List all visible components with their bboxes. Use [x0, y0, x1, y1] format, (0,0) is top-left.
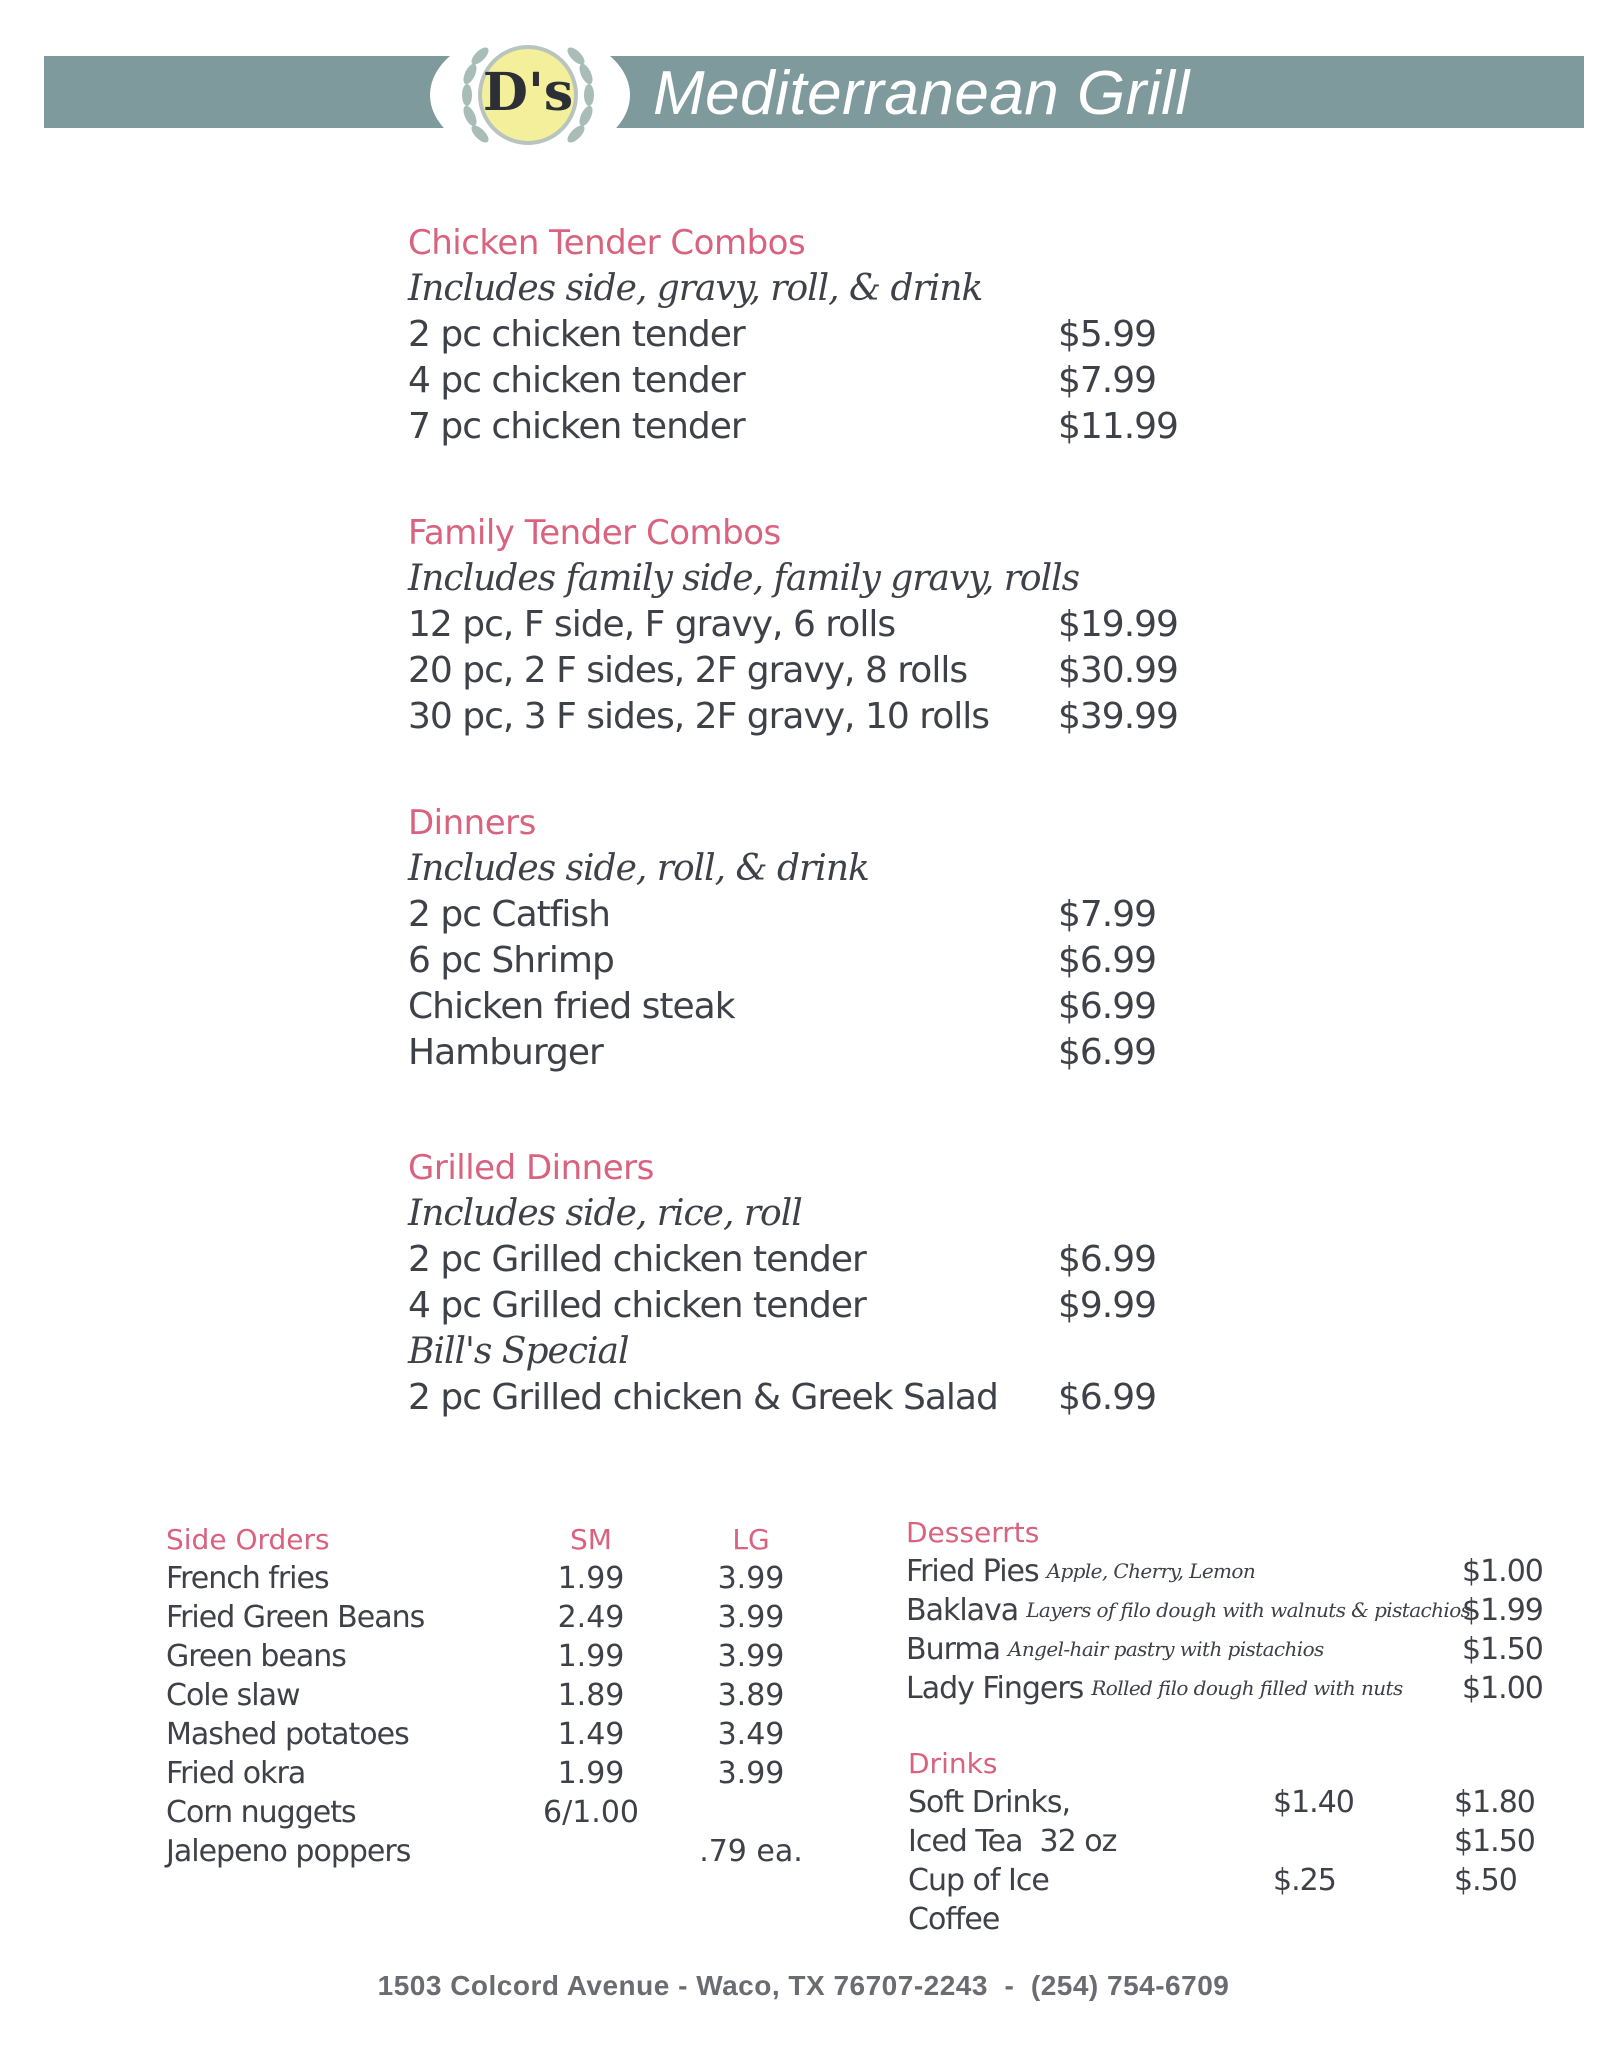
side-sm: 1.49 [557, 1717, 625, 1752]
side-row [166, 1832, 826, 1871]
menu-item [408, 694, 1208, 740]
drink-name: Coffee [908, 1902, 1000, 1937]
item-name: 2 pc Catfish [408, 894, 610, 935]
dessert-row [906, 1630, 1546, 1669]
drink-name: Soft Drinks, [908, 1785, 1071, 1820]
side-name: French fries [166, 1561, 329, 1596]
desserts-section [906, 1514, 1546, 1708]
section-note: Includes family side, family gravy, rolls [408, 558, 1080, 599]
drink-price-large: $1.80 [1454, 1785, 1535, 1820]
side-sm: 1.99 [557, 1561, 625, 1596]
side-row [166, 1559, 826, 1598]
drink-row [908, 1861, 1548, 1900]
section-title: Chicken Tender Combos [408, 223, 806, 263]
drinks-title: Drinks [908, 1747, 998, 1780]
menu-item [408, 312, 1208, 358]
item-name: 30 pc, 3 F sides, 2F gravy, 10 rolls [408, 696, 989, 737]
item-name: 6 pc Shrimp [408, 940, 614, 981]
side-lg: 3.49 [717, 1717, 785, 1752]
side-lg: .79 ea. [699, 1834, 803, 1869]
section-title: Family Tender Combos [408, 513, 781, 553]
dessert-price: $1.00 [1462, 1554, 1543, 1589]
side-row [166, 1637, 826, 1676]
col-sm-header: SM [570, 1523, 612, 1556]
item-name: 2 pc Grilled chicken & Greek Salad [408, 1377, 998, 1418]
item-price: $5.99 [1058, 314, 1157, 355]
side-lg [676, 1793, 826, 1832]
side-name: Green beans [166, 1639, 346, 1674]
item-name: 7 pc chicken tender [408, 406, 745, 447]
section-chicken-tender-combos [408, 220, 1208, 450]
drink-price-large: $1.50 [1454, 1824, 1535, 1859]
side-lg: 3.89 [717, 1678, 785, 1713]
desserts-title: Desserrts [906, 1516, 1040, 1549]
section-note: Includes side, roll, & drink [408, 848, 869, 889]
side-sm: 1.99 [557, 1639, 625, 1674]
menu-item [408, 648, 1208, 694]
side-lg: 3.99 [717, 1639, 785, 1674]
side-lg: 3.99 [717, 1561, 785, 1596]
special-note: Bill's Special [408, 1331, 629, 1372]
dessert-row [906, 1669, 1546, 1708]
drink-row [908, 1822, 1548, 1861]
menu-item [408, 1030, 1208, 1076]
drink-price-small: $.25 [1273, 1863, 1336, 1898]
menu-item [408, 1237, 1208, 1283]
restaurant-title: Mediterranean Grill [653, 59, 1190, 128]
menu-item [408, 358, 1208, 404]
section-family-tender-combos [408, 510, 1208, 740]
dessert-row [906, 1552, 1546, 1591]
section-dinners [408, 800, 1208, 1076]
section-grilled-dinners [408, 1145, 1208, 1421]
side-lg: 3.99 [717, 1756, 785, 1791]
side-lg: 3.99 [717, 1600, 785, 1635]
item-price: $19.99 [1058, 604, 1178, 645]
menu-item [408, 984, 1208, 1030]
item-name: Hamburger [408, 1032, 603, 1073]
item-name: 4 pc Grilled chicken tender [408, 1285, 866, 1326]
drink-name: Iced Tea 32 oz [908, 1824, 1117, 1859]
side-name: Mashed potatoes [166, 1717, 409, 1752]
side-row [166, 1598, 826, 1637]
item-price: $6.99 [1058, 1032, 1157, 1073]
drink-price-small: $1.40 [1273, 1785, 1354, 1820]
item-name: Chicken fried steak [408, 986, 735, 1027]
side-row [166, 1715, 826, 1754]
menu-item [408, 1375, 1208, 1421]
side-sm: 1.89 [557, 1678, 625, 1713]
side-orders-title: Side Orders [166, 1523, 330, 1556]
dessert-price: $1.00 [1462, 1671, 1543, 1706]
section-note: Includes side, rice, roll [408, 1193, 802, 1234]
side-name: Jalepeno poppers [166, 1834, 411, 1869]
menu-item [408, 1283, 1208, 1329]
dessert-name: Burma [906, 1632, 1001, 1667]
col-lg-header: LG [732, 1523, 770, 1556]
dessert-price: $1.50 [1462, 1632, 1543, 1667]
dessert-name: Lady Fingers [906, 1671, 1084, 1706]
item-price: $6.99 [1058, 1377, 1157, 1418]
section-note: Includes side, gravy, roll, & drink [408, 268, 983, 309]
side-row [166, 1793, 826, 1832]
item-price: $6.99 [1058, 940, 1157, 981]
side-sm: 2.49 [557, 1600, 625, 1635]
item-price: $11.99 [1058, 406, 1178, 447]
item-name: 4 pc chicken tender [408, 360, 745, 401]
side-name: Fried Green Beans [166, 1600, 425, 1635]
drink-row [908, 1900, 1548, 1939]
item-price: $6.99 [1058, 986, 1157, 1027]
item-name: 12 pc, F side, F gravy, 6 rolls [408, 604, 896, 645]
menu-item [408, 938, 1208, 984]
drink-name: Cup of Ice [908, 1863, 1049, 1898]
address-footer: 1503 Colcord Avenue - Waco, TX 76707-2243 - (254) 754-6709 [377, 1970, 1230, 2001]
drink-row [908, 1783, 1548, 1822]
dessert-desc: Rolled filo dough filled with nuts [1091, 1676, 1403, 1700]
side-orders-header [166, 1520, 826, 1559]
item-name: 2 pc Grilled chicken tender [408, 1239, 866, 1280]
drink-price-large: $.50 [1454, 1863, 1517, 1898]
item-price: $7.99 [1058, 894, 1157, 935]
item-price: $39.99 [1058, 696, 1178, 737]
item-price: $6.99 [1058, 1239, 1157, 1280]
side-sm: 1.99 [557, 1756, 625, 1791]
dessert-price: $1.99 [1462, 1593, 1543, 1628]
item-name: 2 pc chicken tender [408, 314, 745, 355]
menu-item [408, 602, 1208, 648]
section-title: Grilled Dinners [408, 1148, 654, 1188]
section-title: Dinners [408, 803, 536, 843]
side-name: Corn nuggets [166, 1795, 356, 1830]
side-row [166, 1676, 826, 1715]
item-price: $9.99 [1058, 1285, 1157, 1326]
menu-item [408, 892, 1208, 938]
side-sm: 6/1.00 [543, 1795, 639, 1830]
side-row [166, 1754, 826, 1793]
side-name: Cole slaw [166, 1678, 300, 1713]
side-orders-table [166, 1520, 826, 1871]
dessert-desc: Apple, Cherry, Lemon [1046, 1559, 1256, 1583]
dessert-row [906, 1591, 1546, 1630]
item-price: $7.99 [1058, 360, 1157, 401]
side-sm [506, 1832, 676, 1871]
drinks-section [908, 1745, 1548, 1939]
side-name: Fried okra [166, 1756, 306, 1791]
item-price: $30.99 [1058, 650, 1178, 691]
dessert-name: Baklava [906, 1593, 1019, 1628]
item-name: 20 pc, 2 F sides, 2F gravy, 8 rolls [408, 650, 968, 691]
menu-item [408, 404, 1208, 450]
dessert-name: Fried Pies [906, 1554, 1039, 1589]
dessert-desc: Layers of filo dough with walnuts & pistachios [1026, 1598, 1471, 1622]
logo-text: D's [482, 62, 574, 123]
dessert-desc: Angel-hair pastry with pistachios [1008, 1637, 1324, 1661]
